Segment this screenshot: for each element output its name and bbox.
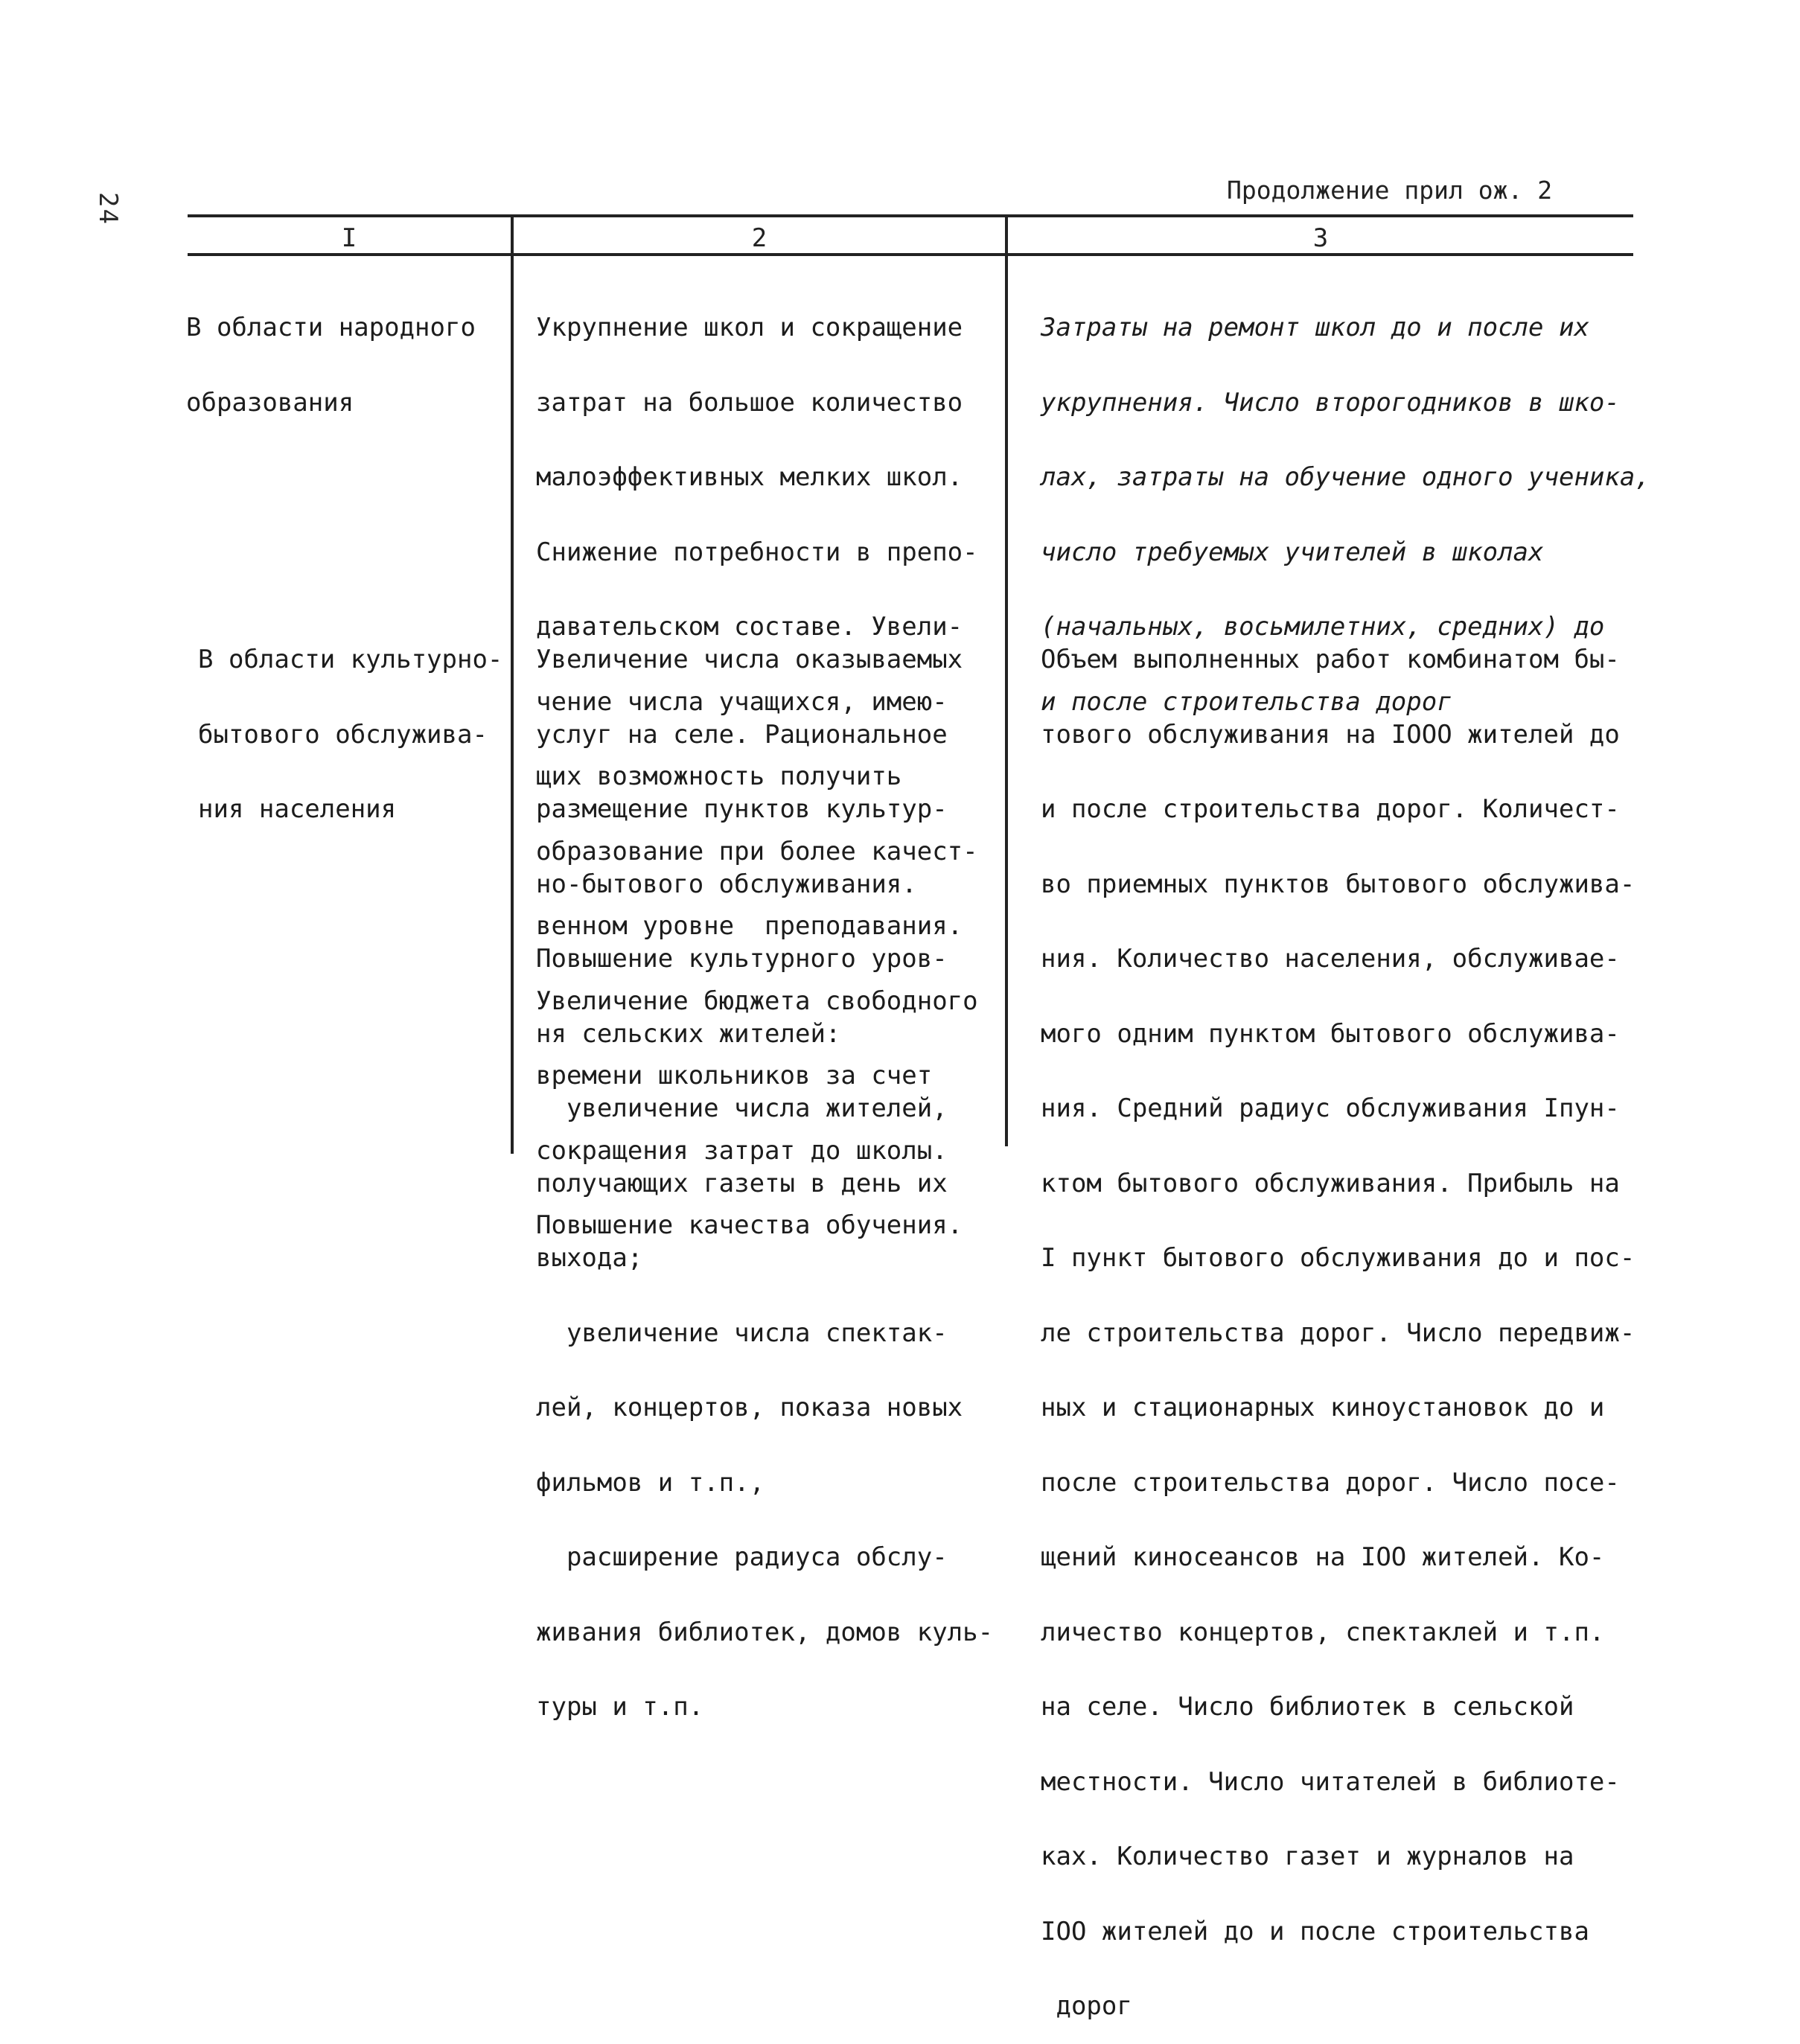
cell-line: расширение радиуса обслу- bbox=[536, 1542, 948, 1572]
column-header-2: 2 bbox=[751, 223, 767, 253]
cell-line: В области культурно- bbox=[198, 645, 503, 674]
cell-line: Повышение культурного уров- bbox=[536, 944, 948, 974]
cell-line: тового обслуживания на IOOO жителей до bbox=[1041, 719, 1620, 750]
cell-line: лей, концертов, показа новых bbox=[536, 1393, 963, 1422]
cell-line: ле строительства дорог. Число передвиж- bbox=[1041, 1318, 1635, 1348]
cell-line: времени школьников за счет bbox=[536, 1061, 933, 1090]
cell-line: давательском составе. Увели- bbox=[536, 612, 963, 642]
cell-line: образование при более качест- bbox=[536, 836, 978, 866]
column-header-3: 3 bbox=[1312, 223, 1329, 253]
cell-line: и после строительства дорог. Количест- bbox=[1041, 794, 1620, 824]
cell-line: (начальных, восьмилетних, средних) до bbox=[1041, 612, 1605, 642]
cell-line: ня сельских жителей: bbox=[536, 1018, 841, 1049]
cell-line: щений киносеансов на IOO жителей. Ко- bbox=[1041, 1542, 1605, 1572]
area-education bbox=[186, 266, 476, 441]
cell-line: щих возможность получить bbox=[536, 761, 902, 791]
effects-cultural-services bbox=[536, 598, 993, 1745]
cell-line: В области народного bbox=[186, 313, 476, 342]
cell-line: но-бытового обслуживания. bbox=[536, 869, 917, 899]
cell-line: Повышение качества обучения. bbox=[536, 1210, 963, 1240]
column-header-1: I bbox=[341, 223, 357, 253]
cell-line: увеличение числа жителей, bbox=[536, 1093, 948, 1123]
cell-line: мого одним пунктом бытового обслужива- bbox=[1041, 1018, 1620, 1049]
cell-line: туры и т.п. bbox=[536, 1692, 704, 1722]
cell-line: бытового обслужива- bbox=[198, 719, 488, 750]
cell-line: I пункт бытового обслуживания до и пос- bbox=[1041, 1243, 1635, 1273]
page-number: 24 bbox=[93, 192, 123, 226]
column-divider-1 bbox=[511, 216, 514, 1154]
continuation-note: Продолжение прил ож. 2 bbox=[1227, 176, 1553, 205]
cell-line: затрат на большое количество bbox=[536, 387, 963, 418]
cell-line: сокращения затрат до школы. bbox=[536, 1135, 948, 1166]
cell-line: ктом бытового обслуживания. Прибыль на bbox=[1041, 1168, 1620, 1198]
cell-line: личество концертов, спектаклей и т.п. bbox=[1041, 1617, 1605, 1647]
cell-line: увеличение числа спектак- bbox=[536, 1318, 948, 1348]
cell-line: местности. Число читателей в библиоте- bbox=[1041, 1766, 1620, 1797]
cell-line: ния. Средний радиус обслуживания Iпун- bbox=[1041, 1093, 1620, 1123]
cell-line: Увеличение бюджета свободного bbox=[536, 986, 978, 1016]
cell-line: услуг на селе. Рациональное bbox=[536, 719, 948, 750]
column-divider-2 bbox=[1005, 216, 1008, 1146]
cell-line: фильмов и т.п., bbox=[536, 1467, 765, 1498]
cell-line: получающих газеты в день их bbox=[536, 1168, 948, 1198]
cell-line: число требуемых учителей в школах bbox=[1041, 537, 1544, 567]
cell-line: ния. Количество населения, обслуживае- bbox=[1041, 944, 1620, 974]
cell-line: венном уровне преподавания. bbox=[536, 911, 963, 941]
cell-line: Снижение потребности в препо- bbox=[536, 537, 978, 567]
cell-line: Увеличение числа оказываемых bbox=[536, 645, 963, 674]
indicators-cultural-services bbox=[1041, 598, 1635, 2044]
cell-line: ния населения bbox=[198, 794, 397, 824]
cell-line: IOO жителей до и после строительства bbox=[1041, 1916, 1589, 1946]
cell-line: после строительства дорог. Число посе- bbox=[1041, 1467, 1620, 1498]
cell-line: ках. Количество газет и журналов на bbox=[1041, 1842, 1574, 1871]
cell-line: Укрупнение школ и сокращение bbox=[536, 313, 963, 342]
cell-line: лах, затраты на обучение одного ученика, bbox=[1041, 462, 1650, 492]
cell-line: живания библиотек, домов куль- bbox=[536, 1617, 994, 1647]
cell-line: Затраты на ремонт школ до и после их bbox=[1041, 313, 1589, 342]
cell-line: малоэффективных мелких школ. bbox=[536, 462, 963, 492]
cell-line: на селе. Число библиотек в сельской bbox=[1041, 1692, 1574, 1722]
table-header-rule bbox=[188, 253, 1633, 256]
cell-line: размещение пунктов культур- bbox=[536, 794, 948, 824]
table-top-rule bbox=[188, 214, 1633, 217]
cell-line: дорог bbox=[1041, 1991, 1132, 2021]
cell-line: образования bbox=[186, 387, 354, 418]
cell-line: выхода; bbox=[536, 1243, 643, 1273]
area-cultural-services bbox=[198, 598, 502, 847]
cell-line: во приемных пунктов бытового обслужива- bbox=[1041, 869, 1635, 899]
cell-line: ных и стационарных киноустановок до и bbox=[1041, 1393, 1605, 1422]
cell-line: Объем выполненных работ комбинатом бы- bbox=[1041, 645, 1620, 674]
cell-line: чение числа учащихся, имею- bbox=[536, 686, 948, 717]
cell-line: укрупнения. Число второгодников в шко- bbox=[1041, 387, 1620, 418]
cell-line: и после строительства дорог bbox=[1041, 686, 1452, 717]
